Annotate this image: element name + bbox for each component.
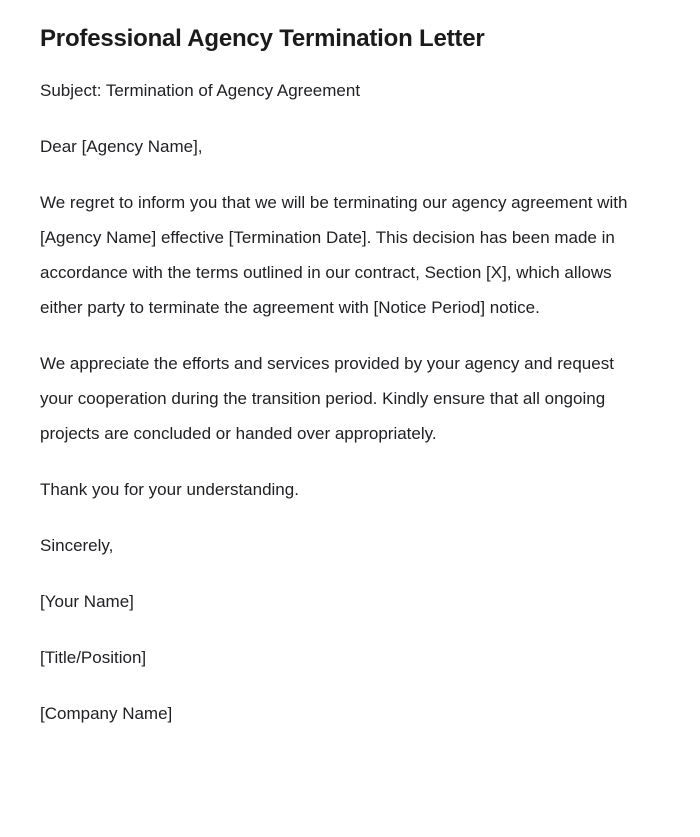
closing-thanks-line: Thank you for your understanding.: [40, 480, 299, 499]
signature-company-placeholder: [Company Name]: [40, 704, 173, 723]
body-paragraph-2: We appreciate the efforts and services provided by your agency and request your cooperation during the transition period. Kindly ensure that all ongoing projects are concluded or handed over appropriately.: [40, 354, 614, 443]
signature-title-placeholder: [Title/Position]: [40, 648, 147, 667]
salutation-line: Dear [Agency Name],: [40, 137, 203, 156]
signoff-line: Sincerely,: [40, 536, 114, 555]
body-paragraph-1: We regret to inform you that we will be terminating our agency agreement with [Agency Name] effective [Termination Date]. This decision has been made in accordance with the terms outlined in our contract, Section [X], which allows either party to terminate the agreement with [Notice Period] notice.: [40, 193, 628, 317]
signature-name-placeholder: [Your Name]: [40, 592, 134, 611]
letter-body: [40, 54, 660, 731]
page-title: Professional Agency Termination Letter: [40, 25, 485, 52]
subject-line: Subject: Termination of Agency Agreement: [40, 81, 361, 100]
